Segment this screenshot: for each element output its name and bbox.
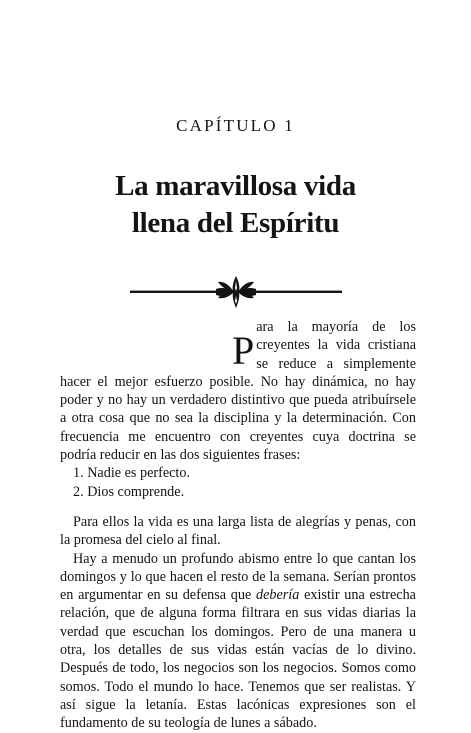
paragraph-3	[60, 550, 416, 733]
chapter-title-line-2: llena del Espíritu	[131, 207, 340, 239]
chapter-body	[60, 318, 416, 733]
fleur-ornament-icon	[130, 274, 342, 310]
paragraph-3-text-b: existir una estrecha relación, que de alguna forma filtrara en sus vidas diarias la verdad que escuchan los domingos. Pero de una manera u otra, los detalles de sus vidas están vacías de lo divino. Después de todo, los negocios son los negocios. Somos como somos. Todo el mundo lo hace. Tenemos que ser realistas. Y así sigue la letanía. Estas lacónicas expresiones son el fundamento de su teología de lunes a sábado.	[60, 587, 416, 732]
chapter-title-line-1: La maravillosa vida	[115, 170, 356, 202]
paragraph-1-text: ara la mayoría de los creyentes la vida cristiana se reduce a simplemente hacer el mejor esfuerzo posible. No hay dinámica, no hay poder y no hay un verdadero distintivo que pueda atribuírsele a otra cosa que no sea la disciplina y la determinación. Con frecuencia me encuentro con creyentes cuya doctrina se podría reducir en las dos siguientes frases:	[60, 319, 416, 464]
emphasis-deberia: debería	[256, 587, 300, 604]
list-item: 2. Dios comprende.	[73, 483, 185, 500]
list-item: 1. Nadie es perfecto.	[73, 465, 190, 482]
chapter-label: CAPÍTULO 1	[176, 116, 295, 135]
paragraph-2: Para ellos la vida es una larga lista de alegrías y penas, con la promesa del cielo al final.	[60, 513, 416, 549]
paragraph-1	[60, 318, 416, 464]
drop-cap: P	[232, 328, 255, 373]
chapter-title	[0, 168, 471, 242]
doctrine-list	[60, 464, 416, 501]
paragraph-3-text-a: Hay a menudo un profundo abismo entre lo que cantan los domingos y lo que hacen el resto de la semana. Serían prontos en argumentar en su defensa que	[60, 550, 416, 604]
